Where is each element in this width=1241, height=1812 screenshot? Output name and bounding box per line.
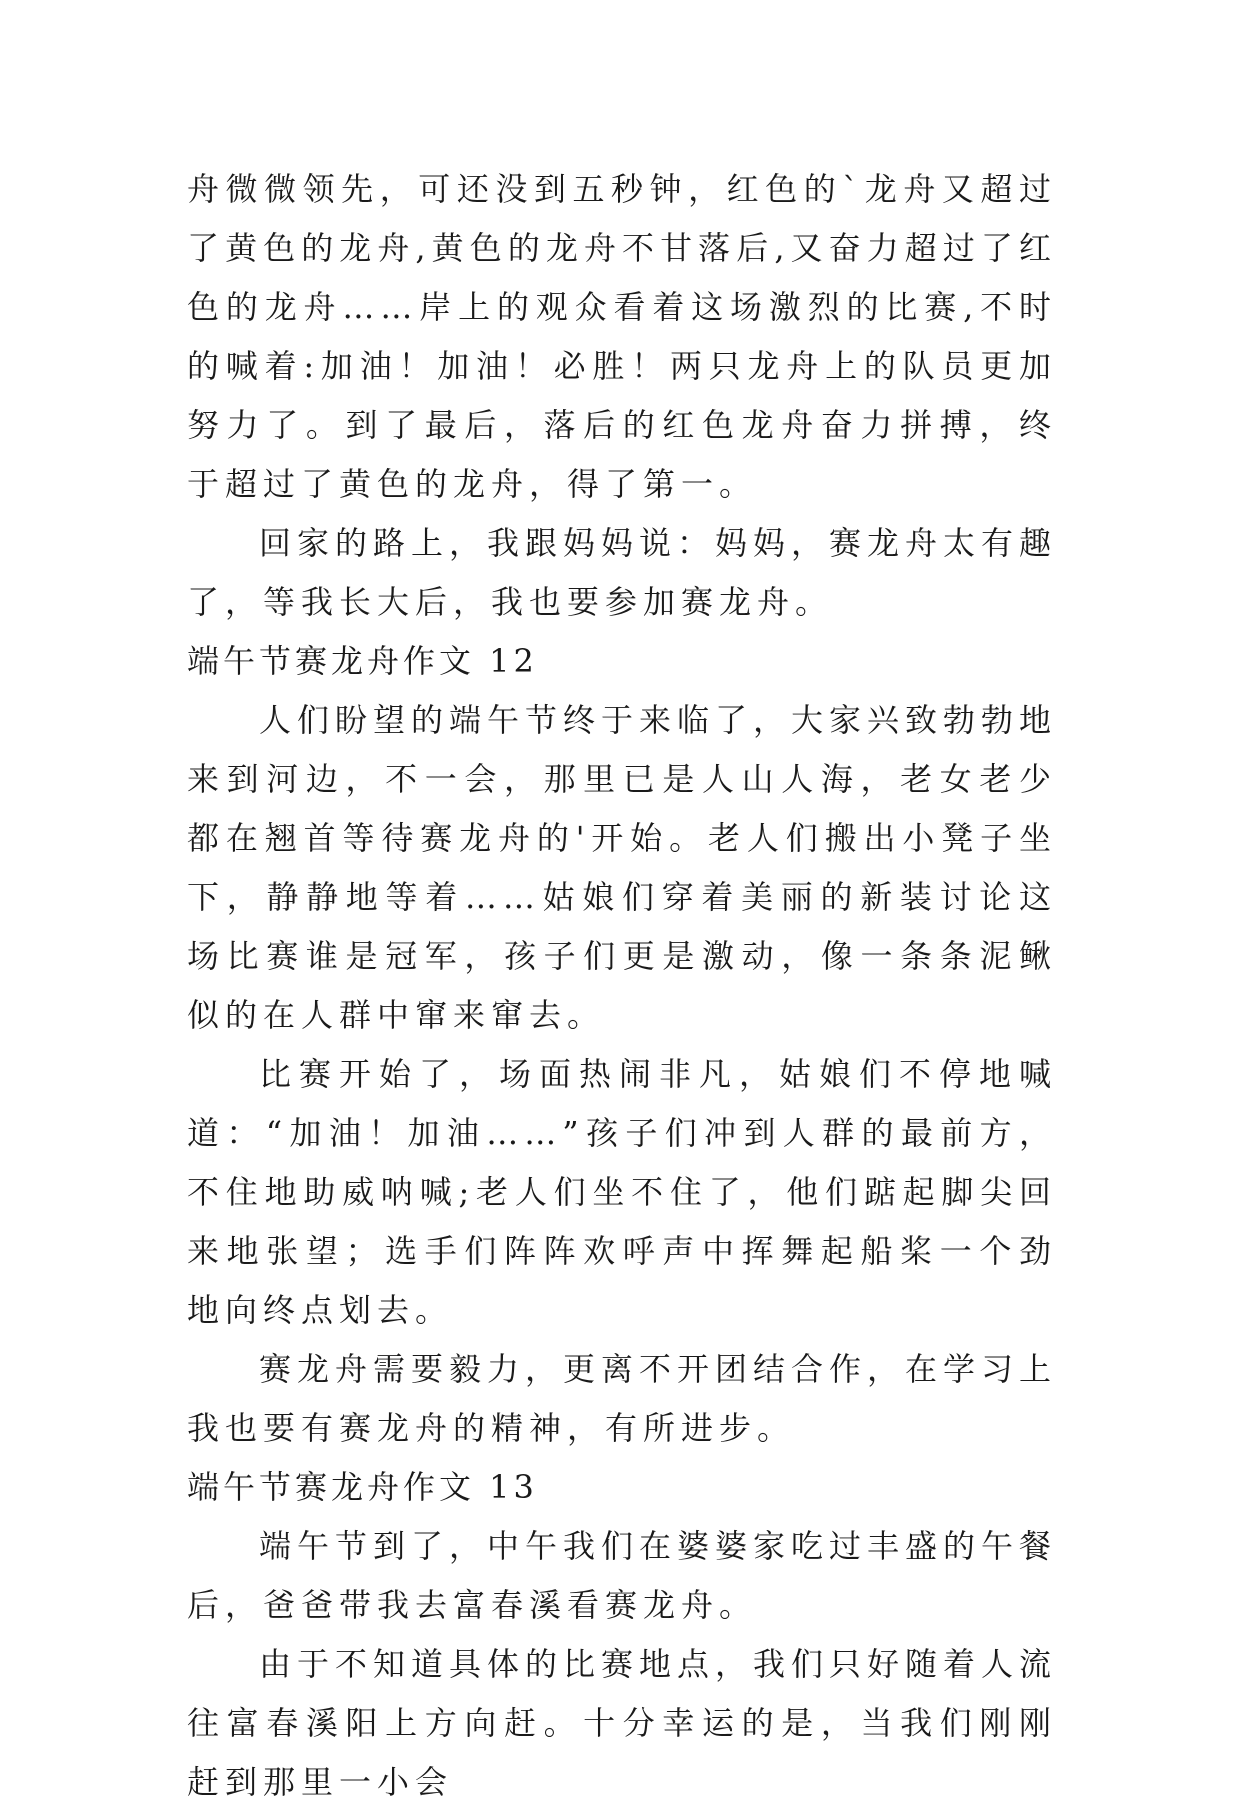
section-heading: 端午节赛龙舟作文 12 — [187, 642, 538, 680]
paragraph: 端午节到了，中午我们在婆婆家吃过丰盛的午餐后，爸爸带我去富春溪看赛龙舟。 — [187, 1527, 1058, 1624]
paragraph: 赛龙舟需要毅力，更离不开团结合作，在学习上我也要有赛龙舟的精神，有所进步。 — [187, 1350, 1058, 1447]
document-body — [187, 160, 1057, 1812]
section-heading: 端午节赛龙舟作文 13 — [187, 1468, 538, 1506]
paragraph: 人们盼望的端午节终于来临了，大家兴致勃勃地来到河边，不一会，那里已是人山人海，老女老少都在翘首等待赛龙舟的'开始。老人们搬出小凳子坐下，静静地等着……姑娘们穿着美丽的新装讨论这场比赛谁是冠军，孩子们更是激动，像一条条泥鳅似的在人群中窜来窜去。 — [187, 701, 1058, 1034]
paragraph: 回家的路上，我跟妈妈说：妈妈，赛龙舟太有趣了，等我长大后，我也要参加赛龙舟。 — [187, 524, 1058, 621]
paragraph: 由于不知道具体的比赛地点，我们只好随着人流往富春溪阳上方向赶。十分幸运的是，当我们刚刚赶到那里一小会 — [187, 1645, 1058, 1801]
paragraph: 舟微微领先，可还没到五秒钟，红色的`龙舟又超过了黄色的龙舟,黄色的龙舟不甘落后,又奋力超过了红色的龙舟……岸上的观众看着这场激烈的比赛,不时的喊着:加油！加油！必胜！两只龙舟上的队员更加努力了。到了最后，落后的红色龙舟奋力拼搏，终于超过了黄色的龙舟，得了第一。 — [187, 170, 1057, 503]
paragraph: 比赛开始了，场面热闹非凡，姑娘们不停地喊道：“加油！加油……”孩子们冲到人群的最前方，不住地助威呐喊;老人们坐不住了，他们踮起脚尖回来地张望；选手们阵阵欢呼声中挥舞起船桨一个劲地向终点划去。 — [187, 1055, 1057, 1329]
